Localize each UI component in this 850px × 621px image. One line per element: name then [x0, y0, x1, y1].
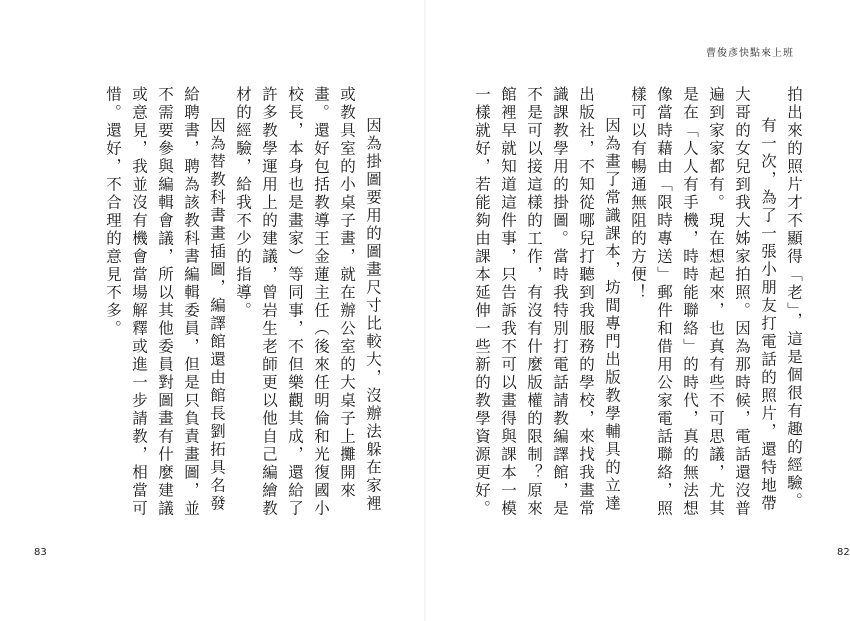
- running-header: 曹俊彥快點來上班: [706, 48, 794, 59]
- right-page: [425, 0, 850, 621]
- left-page-body-text: [104, 86, 386, 526]
- paragraph: 有一次，為了一張小朋友打電話的照片，還特地帶大哥的女兒到我大姊家拍照。因為那時候，電話還沒普遍到家家都有。現在想起來，也真有些不可思議，尤其是在「人人有手機，時時能聯絡」的時代，真的無法想像當時藉由「限時專送」郵件和借用公家電話聯絡，照樣可以有暢通無阻的方便！: [629, 86, 777, 518]
- page-number-left: 83: [34, 547, 47, 558]
- paragraph: 因為替教科書畫插圖，編譯館還由館長劉拓具名發給聘書，聘為該教科書編輯委員，但是只負責畫圖，並不需要參與編輯會議，所以其他委員對圖畫有什麼建議或意見，我並沒有機會當場解釋或進一步請教，相當可惜。還好，不合理的意見不多。: [104, 86, 226, 518]
- page-number-right: 82: [837, 547, 850, 558]
- paragraph: 因為掛圖要用的圖畫尺寸比較大，沒辦法躲在家裡或教具室的小桌子畫，就在辦公室的大桌子上攤開來畫。還好包括教導王金蓮主任（後來任明倫和光復國小校長，本身也是畫家）等同事，不但樂觀其成，還給了許多教學運用上的建議，曾岩生老師更以他自己編繪教材的經驗，給我不少的指導。: [234, 86, 382, 518]
- paragraph: 因為畫了常識課本，坊間專門出版教學輔具的立達出版社，不知從哪兒打聽到我服務的學校，來找我畫常識課教學用的掛圖。當時我特別打電話請教編譯館，是不是可以接這樣的工作，有沒有什麼版權的限制？原來館裡早就知道這件事，只告訴我不可以畫得與課本一模一樣就好，若能夠由課本延伸一些新的教學資源更好。: [473, 86, 621, 518]
- paragraph: 拍出來的照片才不顯得「老」，這是個很有趣的經驗。: [785, 86, 803, 511]
- right-page-body-text: [473, 86, 807, 526]
